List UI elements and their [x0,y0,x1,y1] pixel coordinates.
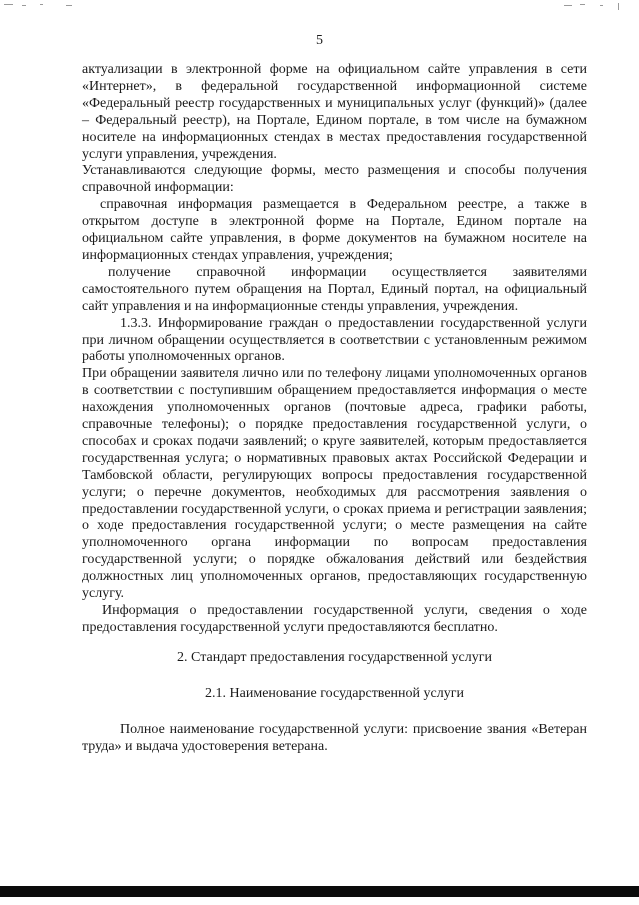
section-heading-2: 2. Стандарт предоставления государственной услуги [177,649,492,665]
document-body [82,62,587,755]
paragraph-reference-access: получение справочной информации осуществляется заявителями самостоятельного путем обращения на Портал, Единый портал, на официальный сайт управления и на информационные стенды управления, учреждения. [82,264,587,314]
paragraph-1-3-3: 1.3.3. Информирование граждан о предоставлении государственной услуги при личном обращении осуществляется в соответствии с установленным режимом работы уполномоченных органов. [82,315,587,365]
paragraph-personal-request: При обращении заявителя лично или по телефону лицами уполномоченных органов в соответствии с поступившим обращением предоставляется информация о месте нахождения уполномоченных органов (почтовые адреса, графики работы, справочные телефоны); о порядке предоставления государственной услуги, о способах и сроках подачи заявлений; о круге заявителей, которым предоставляется государственная услуга; о нормативных правовых актах Российской Федерации и Тамбовской области, регулирующих вопросы предоставления государственной услуги; о перечне документов, необходимых для рассмотрения заявления о предоставлении государственной услуги, о сроках приема и регистрации заявления; о ходе предоставления государственной услуги; о месте размещения на сайте уполномоченного органа информации по вопросам предоставления государственной услуги; о порядке обжалования действий или бездействия должностных лиц уполномоченных органов, предоставляющих государственную услугу. [82,366,587,602]
page-number: 5 [316,33,323,48]
paragraph-forms: Устанавливаются следующие формы, место размещения и способы получения справочной информации: [82,163,587,196]
paragraph-service-name: Полное наименование государственной услуги: присвоение звания «Ветеран труда» и выдача удостоверения ветерана. [82,721,587,754]
paragraph-reference-placement: справочная информация размещается в Федеральном реестре, а также в открытом доступе в электронной форме на Портале, Едином портале на официальном сайте управления, в форме документов на бумажном носителе на информационных стендах управления, учреждения; [82,197,587,263]
section-heading-2-1: 2.1. Наименование государственной услуги [205,685,464,701]
paragraph-free-of-charge: Информация о предоставлении государственной услуги, сведения о ходе предоставления государственной услуги предоставляются бесплатно. [82,603,587,635]
scan-artifacts [0,0,639,14]
paragraph-continuation: актуализации в электронной форме на официальном сайте управления в сети «Интернет», в федеральной государственной информационной системе «Федеральный реестр государственных и муниципальных услуг (функций)» (далее – Федеральный реестр), на Портале, Едином портале, в том числе на бумажном носителе на информационных стендах в местах предоставления государственной услуги управления, учреждения. [82,62,587,162]
scan-bottom-border [0,886,639,897]
